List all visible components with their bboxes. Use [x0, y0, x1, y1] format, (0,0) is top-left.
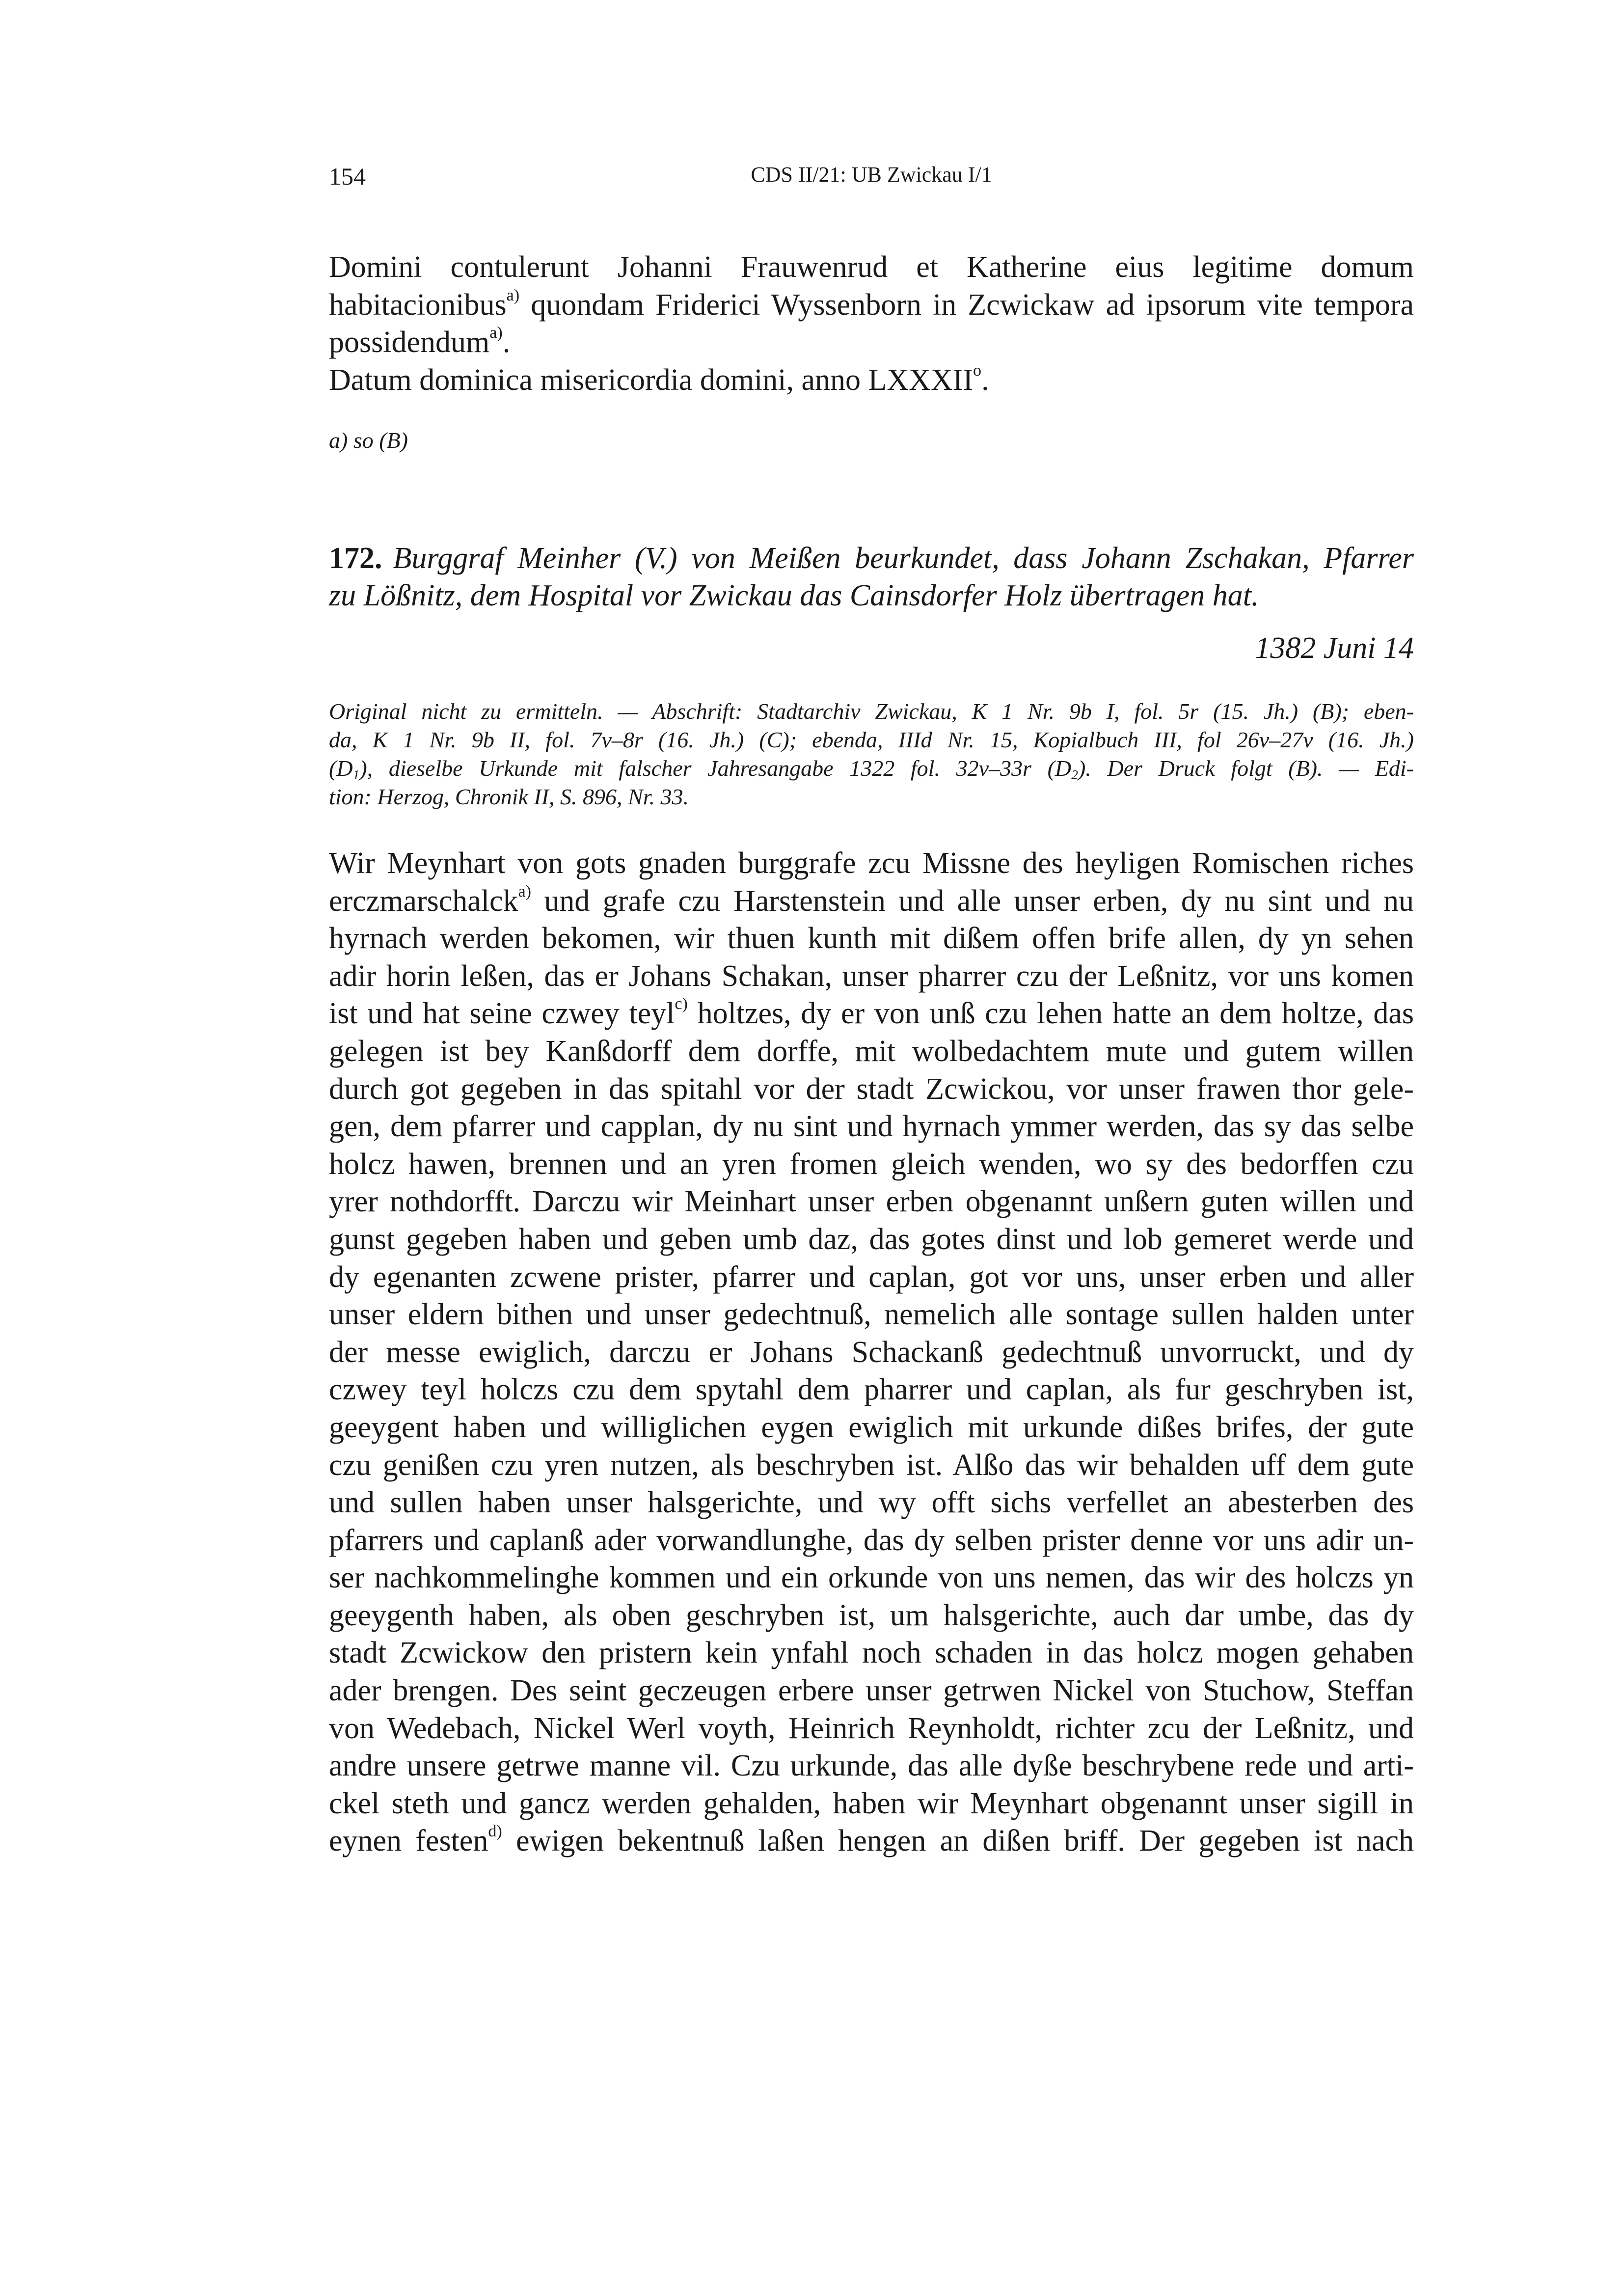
text-line: holcz hawen, brennen und an yren fromen gleich wenden, wo sy des bedorffen czu — [329, 1147, 1414, 1181]
text-line: yrer nothdorfft. Darczu wir Meinhart unser erben obgenannt unßern guten willen und — [329, 1185, 1414, 1219]
source-line: da, K 1 Nr. 9b II, fol. 7v–8r (16. Jh.) (C); ebenda, IIId Nr. 15, Kopialbuch III, fol 26v–27v (16. Jh.) — [329, 727, 1414, 752]
footnote-marker: c) — [675, 995, 688, 1013]
footnote-marker: a) — [506, 286, 520, 304]
dating-line: Datum dominica misericordia domini, anno LXXXII$^o$. — [329, 361, 989, 397]
source-line: tion: Herzog, Chronik II, S. 896, Nr. 33. — [329, 784, 689, 809]
document-date: 1382 Juni 14 — [1255, 631, 1414, 665]
page-number: 154 — [329, 163, 366, 190]
text-line: eynen festen$^{d)}$ ewigen bekentnuß laßen hengen an dißen briff. Der gegeben ist nach — [329, 1822, 1414, 1858]
text-line: dy egenanten zcwene prister, pfarrer und caplan, got vor uns, unser erben und aller — [329, 1260, 1414, 1294]
text-line: von Wedebach, Nickel Werl voyth, Heinrich Reynholdt, richter zcu der Leßnitz, und — [329, 1711, 1414, 1745]
source-line: Original nicht zu ermitteln. — Abschrift: Stadtarchiv Zwickau, K 1 Nr. 9b I, fol. 5r (15. Jh.) (B); eben- — [329, 699, 1414, 724]
text-line: der messe ewiglich, darczu er Johans Schackanß gedechtnuß unvorruckt, und dy — [329, 1335, 1414, 1369]
text-line: und sullen haben unser halsgerichte, und wy offt sichs verfellet an abesterben des — [329, 1486, 1414, 1520]
text-line: gen, dem pfarrer und capplan, dy nu sint und hyrnach ymmer werden, das sy das selbe — [329, 1110, 1414, 1144]
text-line: durch got gegeben in das spitahl vor der stadt Zcwickou, vor unser frawen thor gele- — [329, 1072, 1414, 1106]
text-line: gunst gegeben haben und geben umb daz, das gotes dinst und lob gemeret werde und — [329, 1222, 1414, 1256]
text-line: ser nachkommelinghe kommen und ein orkunde von uns nemen, das wir des holczs yn — [329, 1561, 1414, 1595]
document-text — [329, 845, 1414, 1860]
document-heading — [329, 540, 1414, 614]
text-line: Wir Meynhart von gots gnaden burggrafe zcu Missne des heyligen Romischen riches — [329, 847, 1414, 880]
text-line: geeygent haben und williglichen eygen ewiglich mit urkunde dißes brifes, der gute — [329, 1410, 1414, 1444]
text-line: possidendum$^{a)}$. — [329, 324, 511, 359]
footnote-marker: d) — [488, 1822, 502, 1841]
running-title: CDS II/21: UB Zwickau I/1 — [751, 163, 992, 187]
regest-line: 172. Burggraf Meinher (V.) von Meißen beurkundet, dass Johann Zschakan, Pfarrer — [329, 542, 1414, 575]
text-line: stadt Zcwickow den pristern kein ynfahl noch schaden in das holcz mogen gehaben — [329, 1636, 1414, 1670]
previous-document-text — [329, 248, 1414, 399]
text-line: erczmarschalck$^{a)}$ und grafe czu Harstenstein und alle unser erben, dy nu sint und nu — [329, 882, 1414, 918]
text-line: habitacionibus$^{a)}$ quondam Friderici Wyssenborn in Zcwickaw ad ipsorum vite tempora — [329, 286, 1414, 322]
text-line: Domini contulerunt Johanni Frauwenrud et Katherine eius legitime domum — [329, 250, 1414, 284]
regest-line: zu Lößnitz, dem Hospital vor Zwickau das Cainsdorfer Holz übertragen hat. — [329, 579, 1259, 612]
text-line: ader brengen. Des seint geczeugen erbere unser getrwen Nickel von Stuchow, Steffan — [329, 1674, 1414, 1708]
text-line: geeygenth haben, als oben geschryben ist, um halsgerichte, auch dar umbe, das dy — [329, 1598, 1414, 1632]
text-line: hyrnach werden bekomen, wir thuen kunth mit dißem offen brife allen, dy yn sehen — [329, 922, 1414, 956]
document-number: 172. — [329, 542, 382, 575]
text-line: unser eldern bithen und unser gedechtnuß, nemelich alle sontage sullen halden unter — [329, 1298, 1414, 1332]
text-line: ckel steth und gancz werden gehalden, haben wir Meynhart obgenannt unser sigill in — [329, 1786, 1414, 1820]
text-line: adir horin leßen, das er Johans Schakan, unser pharrer czu der Leßnitz, vor uns komen — [329, 959, 1414, 993]
text-line: czu genißen czu yren nutzen, als beschryben ist. Alßo das wir behalden uff dem gute — [329, 1448, 1414, 1482]
footnote: a) so (B) — [329, 428, 408, 453]
footnote-marker: a) — [489, 324, 503, 342]
source-note — [329, 697, 1414, 811]
text-line: gelegen ist bey Kanßdorff dem dorffe, mit wolbedachtem mute und gutem willen — [329, 1034, 1414, 1068]
text-line: ist und hat seine czwey teyl$^{c)}$ holtzes, dy er von unß czu lehen hatte an dem holtze, das — [329, 995, 1414, 1031]
page-content — [329, 162, 1414, 1860]
text-line: czwey teyl holczs czu dem spytahl dem pharrer und caplan, als fur geschryben ist, — [329, 1373, 1414, 1407]
text-line: andre unsere getrwe manne vil. Czu urkunde, das alle dyße beschrybene rede und arti- — [329, 1749, 1414, 1783]
source-line: $(D_1)$, dieselbe Urkunde mit falscher Jahresangabe 1322 fol. 32v–33r $(D_2)$. Der Druck folgt (B). — Edi- — [329, 756, 1414, 782]
running-head — [329, 162, 1414, 201]
superscript-o: o — [973, 361, 982, 380]
footnote-marker: a) — [518, 882, 531, 901]
text-line: pfarrers und caplanß ader vorwandlunghe, das dy selben prister denne vor uns adir un- — [329, 1523, 1414, 1557]
